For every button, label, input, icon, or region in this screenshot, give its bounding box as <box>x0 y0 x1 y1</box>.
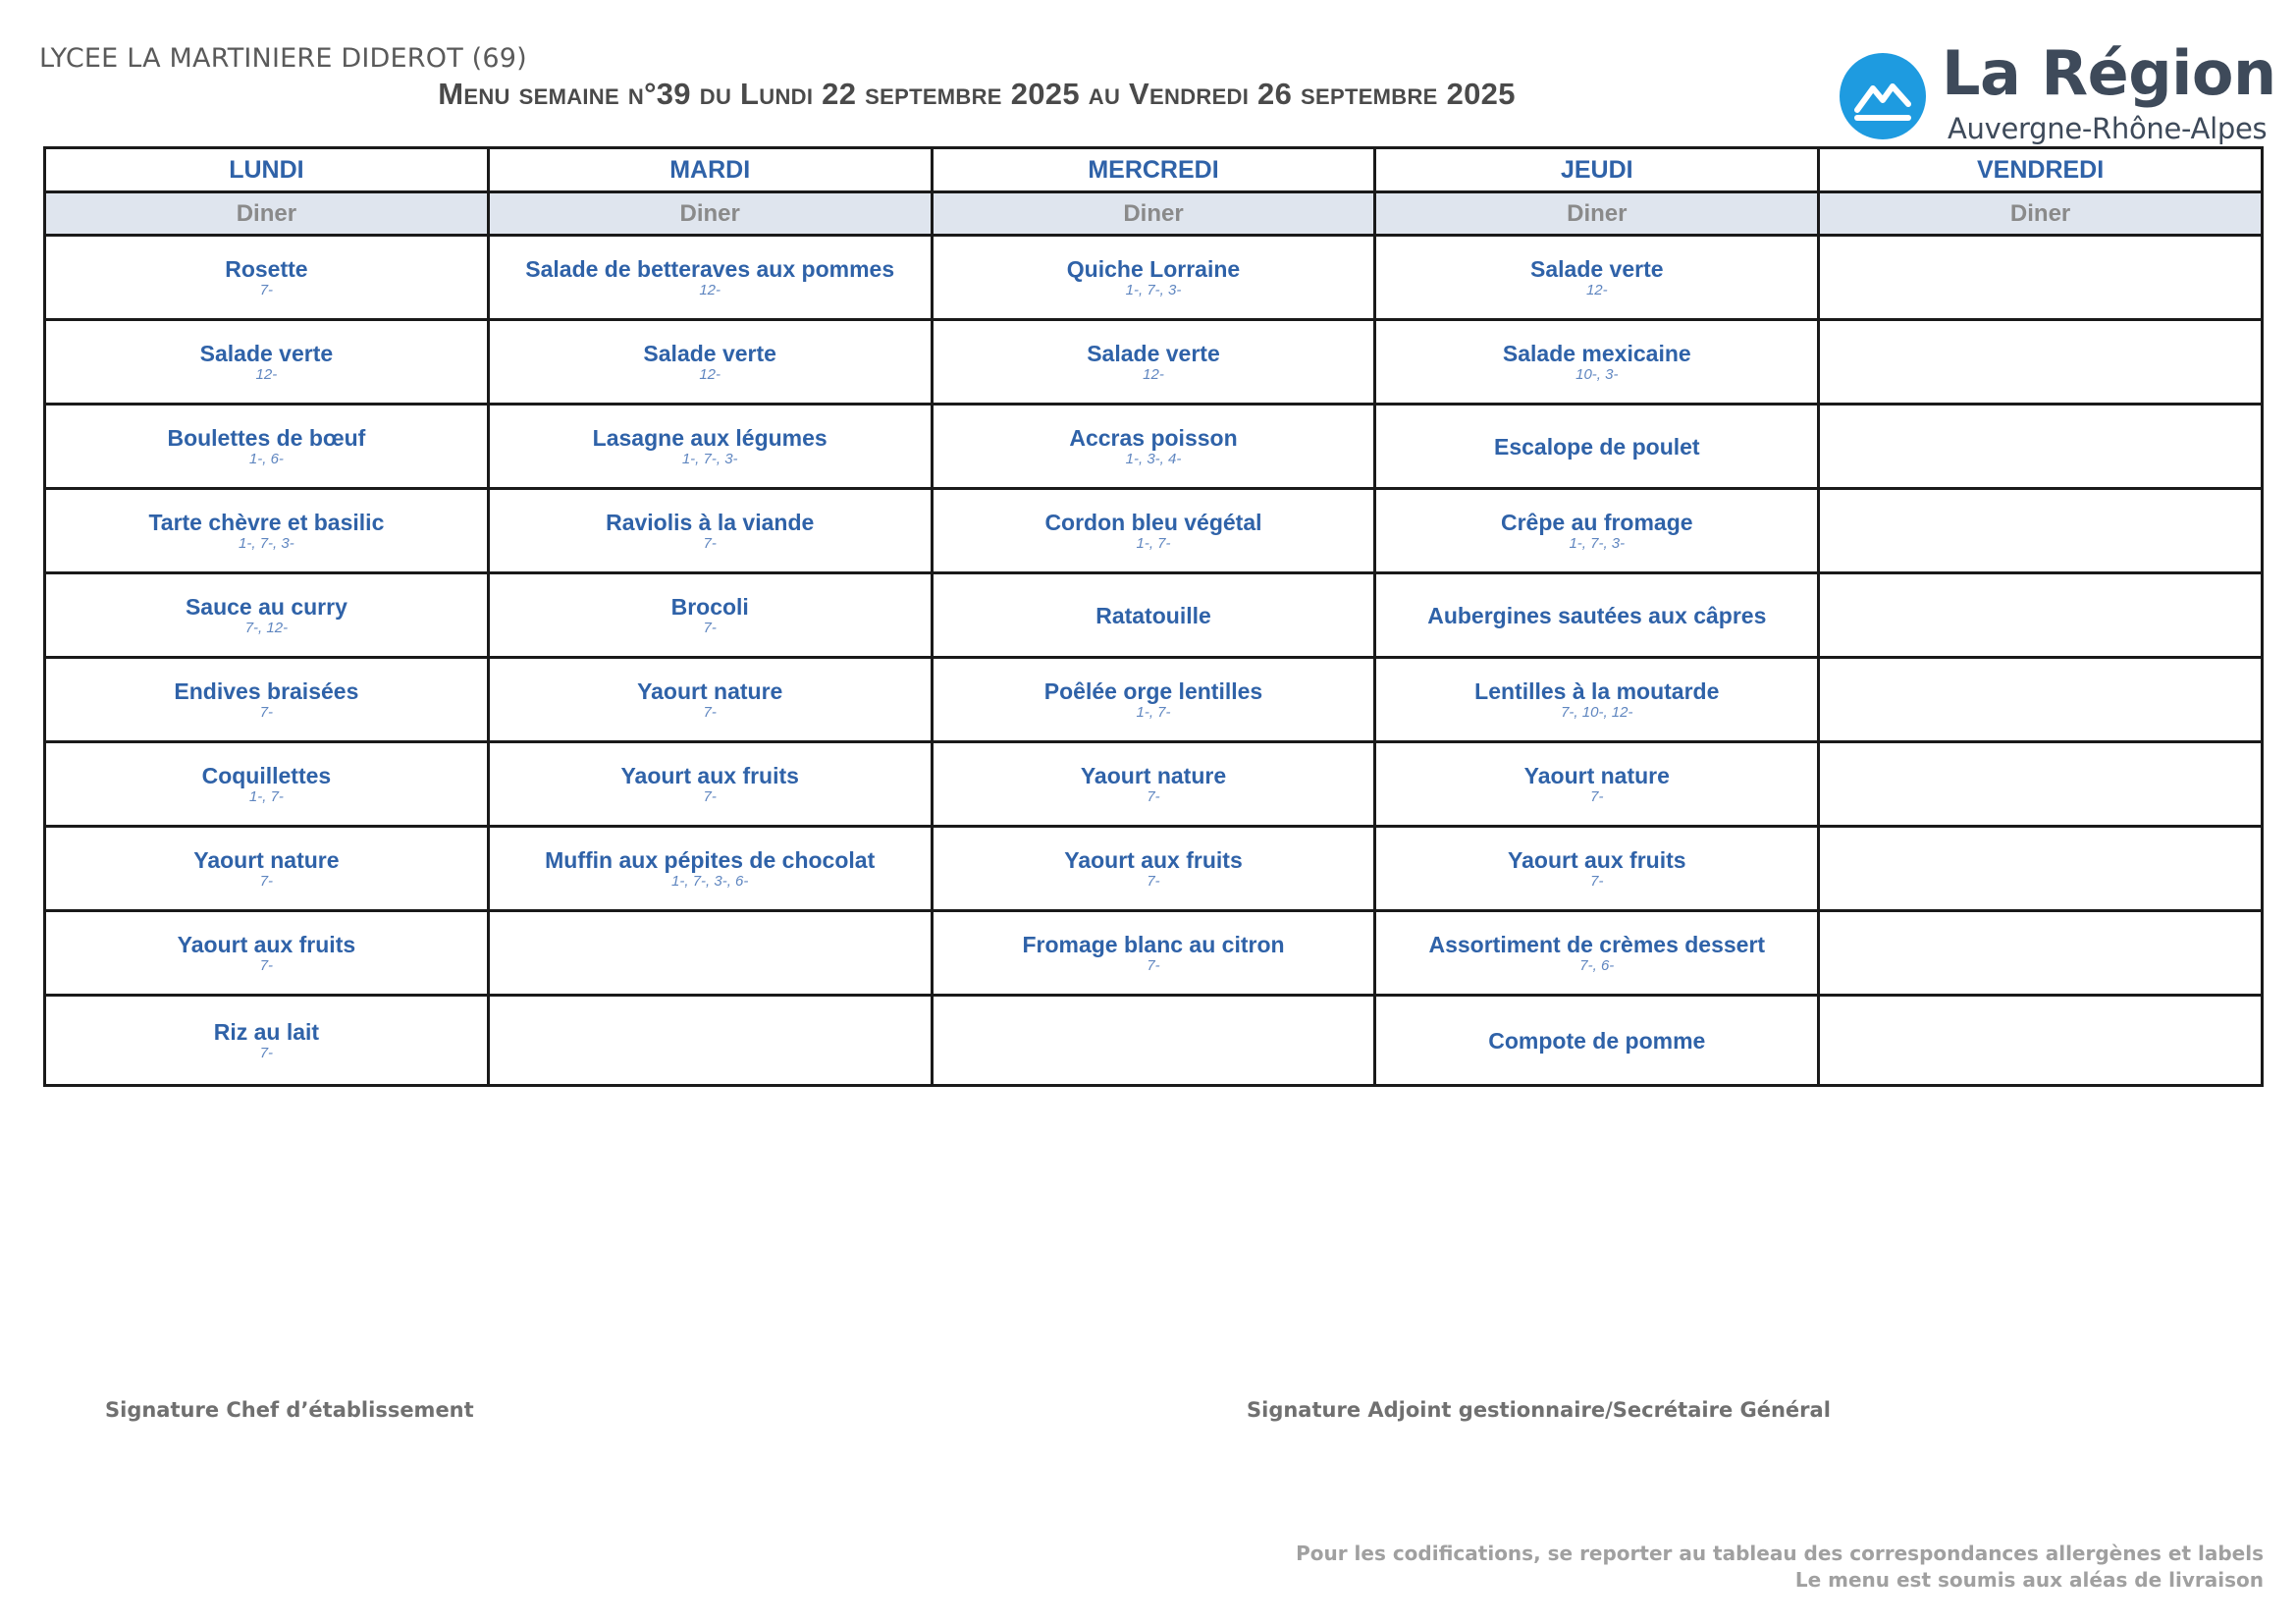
allergen-codes: 7-, 10-, 12- <box>1561 703 1633 721</box>
day-header-jeudi: JEUDI <box>1375 148 1819 192</box>
menu-cell <box>1819 320 2263 405</box>
dish-name: Yaourt nature <box>1080 762 1227 788</box>
dish-name: Accras poisson <box>1069 424 1238 451</box>
menu-cell <box>1819 996 2263 1086</box>
allergen-codes: 1-, 6- <box>248 450 284 467</box>
allergen-codes: 1-, 7-, 3- <box>239 534 294 552</box>
menu-cell <box>45 573 489 658</box>
day-header-lundi: LUNDI <box>45 148 489 192</box>
signature-chef: Signature Chef d’établissement <box>105 1398 474 1422</box>
menu-cell <box>932 996 1375 1086</box>
allergen-codes: 7- <box>1590 872 1604 890</box>
menu-cell <box>932 405 1375 489</box>
table-row <box>45 742 2263 827</box>
allergen-codes: 12- <box>1585 281 1608 298</box>
menu-cell <box>1819 489 2263 573</box>
menu-cell <box>1375 742 1819 827</box>
school-name: LYCEE LA MARTINIERE DIDEROT (69) <box>39 43 527 74</box>
dish-name: Compote de pomme <box>1488 1027 1706 1054</box>
allergen-codes: 7- <box>259 703 274 721</box>
delivery-note: Le menu est soumis aux aléas de livraison <box>1794 1568 2264 1592</box>
dish-name: Coquillettes <box>201 762 332 788</box>
dish-name: Tarte chèvre et basilic <box>148 509 385 535</box>
menu-cell <box>1819 911 2263 996</box>
dish-name: Ratatouille <box>1095 602 1211 628</box>
menu-cell <box>1375 320 1819 405</box>
menu-cell <box>1375 236 1819 320</box>
dish-name: Endives braisées <box>174 677 359 704</box>
meal-label: Diner <box>45 192 489 236</box>
allergen-codes: 12- <box>1143 365 1164 383</box>
dish-name: Yaourt aux fruits <box>1508 846 1686 873</box>
logo-name: La Région <box>1942 37 2276 109</box>
menu-cell <box>1819 827 2263 911</box>
meal-label: Diner <box>488 192 932 236</box>
menu-cell <box>488 489 932 573</box>
dish-name: Salade mexicaine <box>1502 340 1691 366</box>
allergen-codes: 12- <box>699 365 721 383</box>
menu-cell <box>932 827 1375 911</box>
menu-cell <box>45 236 489 320</box>
menu-cell <box>488 658 932 742</box>
menu-cell <box>488 320 932 405</box>
meal-label: Diner <box>1375 192 1819 236</box>
allergen-codes: 7- <box>259 281 274 298</box>
dish-name: Crêpe au fromage <box>1501 509 1693 535</box>
dish-name: Salade de betteraves aux pommes <box>525 255 895 282</box>
menu-cell <box>45 996 489 1086</box>
menu-cell <box>488 236 932 320</box>
allergen-codes: 7-, 12- <box>244 619 289 636</box>
mountain-icon <box>1840 53 1926 139</box>
menu-cell <box>1375 405 1819 489</box>
allergen-codes: 7- <box>1147 956 1160 974</box>
allergen-codes: 1-, 7-, 3- <box>681 450 738 467</box>
menu-cell <box>932 658 1375 742</box>
menu-cell <box>932 489 1375 573</box>
day-header-vendredi: VENDREDI <box>1819 148 2263 192</box>
dish-name: Salade verte <box>643 340 776 366</box>
dish-name: Salade verte <box>1530 255 1664 282</box>
dish-name: Salade verte <box>1087 340 1220 366</box>
allergen-codes: 7- <box>1147 872 1160 890</box>
allergen-codes: 1-, 7-, 3-, 6- <box>671 872 749 890</box>
allergen-codes: 7- <box>259 872 274 890</box>
allergen-codes: 1-, 7- <box>1136 534 1171 552</box>
allergen-codes: 7-, 6- <box>1579 956 1615 974</box>
dish-name: Yaourt nature <box>637 677 783 704</box>
menu-cell <box>1819 742 2263 827</box>
dish-name: Brocoli <box>670 593 749 620</box>
dish-name: Assortiment de crèmes dessert <box>1428 931 1766 957</box>
menu-cell <box>1375 489 1819 573</box>
menu-cell <box>1375 573 1819 658</box>
allergen-codes: 7- <box>703 787 717 805</box>
dish-name: Riz au lait <box>213 1018 320 1045</box>
allergen-codes: 7- <box>703 619 717 636</box>
meal-label: Diner <box>1819 192 2263 236</box>
day-header-mercredi: MERCREDI <box>932 148 1375 192</box>
dish-name: Rosette <box>225 255 308 282</box>
menu-cell <box>1375 658 1819 742</box>
menu-cell <box>488 742 932 827</box>
menu-table <box>43 146 2264 1087</box>
dish-name: Cordon bleu végétal <box>1044 509 1262 535</box>
menu-cell <box>932 742 1375 827</box>
allergen-codes: 7- <box>259 956 274 974</box>
allergen-codes: 7- <box>703 703 717 721</box>
signature-adjoint: Signature Adjoint gestionnaire/Secrétaire Général <box>1247 1398 1831 1422</box>
menu-cell <box>45 911 489 996</box>
menu-cell <box>45 658 489 742</box>
allergen-codes: 1-, 7- <box>1136 703 1171 721</box>
allergen-codes: 7- <box>703 534 717 552</box>
logo-subtitle: Auvergne-Rhône-Alpes <box>1948 112 2268 145</box>
menu-cell <box>45 320 489 405</box>
menu-cell <box>488 827 932 911</box>
table-row <box>45 996 2263 1086</box>
day-header-mardi: MARDI <box>488 148 932 192</box>
allergen-codes: 1-, 7-, 3- <box>1125 281 1182 298</box>
dish-name: Poêlée orge lentilles <box>1043 677 1263 704</box>
table-row <box>45 405 2263 489</box>
meal-header-row <box>45 192 2263 236</box>
table-row <box>45 911 2263 996</box>
menu-cell <box>1819 658 2263 742</box>
allergen-codes: 10-, 3- <box>1575 365 1619 383</box>
table-row <box>45 658 2263 742</box>
menu-cell <box>1819 236 2263 320</box>
allergen-note: Pour les codifications, se reporter au tableau des correspondances allergènes et labels <box>1296 1542 2264 1565</box>
dish-name: Lasagne aux légumes <box>592 424 828 451</box>
table-row <box>45 236 2263 320</box>
menu-cell <box>932 320 1375 405</box>
dish-name: Salade verte <box>199 340 334 366</box>
menu-cell <box>1375 827 1819 911</box>
dish-name: Yaourt aux fruits <box>177 931 356 957</box>
dish-name: Raviolis à la viande <box>606 509 815 535</box>
menu-cell <box>45 827 489 911</box>
dish-name: Yaourt aux fruits <box>1064 846 1243 873</box>
menu-cell <box>1375 911 1819 996</box>
table-row <box>45 489 2263 573</box>
dish-name: Sauce au curry <box>185 593 347 620</box>
allergen-codes: 1-, 7- <box>248 787 284 805</box>
menu-cell <box>45 405 489 489</box>
menu-cell <box>932 911 1375 996</box>
dish-name: Fromage blanc au citron <box>1022 931 1285 957</box>
dish-name: Yaourt nature <box>1523 762 1670 788</box>
menu-cell <box>1375 996 1819 1086</box>
dish-name: Lentilles à la moutarde <box>1474 677 1720 704</box>
menu-cell <box>45 489 489 573</box>
menu-cell <box>932 573 1375 658</box>
menu-cell <box>932 236 1375 320</box>
allergen-codes: 7- <box>1590 787 1604 805</box>
allergen-codes: 12- <box>255 365 278 383</box>
table-row <box>45 827 2263 911</box>
dish-name: Boulettes de bœuf <box>167 424 366 451</box>
menu-cell <box>488 996 932 1086</box>
menu-cell <box>45 742 489 827</box>
region-logo <box>1840 37 2276 149</box>
page-title: Menu semaine n°39 du Lundi 22 septembre 2025 au Vendredi 26 septembre 2025 <box>438 77 1516 111</box>
table-row <box>45 573 2263 658</box>
menu-cell <box>1819 405 2263 489</box>
allergen-codes: 7- <box>259 1044 274 1061</box>
allergen-codes: 1-, 3-, 4- <box>1125 450 1182 467</box>
allergen-codes: 12- <box>699 281 721 298</box>
allergen-codes: 7- <box>1147 787 1160 805</box>
dish-name: Quiche Lorraine <box>1066 255 1241 282</box>
meal-label: Diner <box>932 192 1375 236</box>
dish-name: Muffin aux pépites de chocolat <box>545 846 876 873</box>
dish-name: Yaourt aux fruits <box>620 762 799 788</box>
menu-cell <box>1819 573 2263 658</box>
days-header-row <box>45 148 2263 192</box>
allergen-codes: 1-, 7-, 3- <box>1569 534 1626 552</box>
dish-name: Aubergines sautées aux câpres <box>1427 602 1767 628</box>
menu-cell <box>488 405 932 489</box>
dish-name: Escalope de poulet <box>1493 433 1700 460</box>
table-row <box>45 320 2263 405</box>
dish-name: Yaourt nature <box>193 846 340 873</box>
menu-cell <box>488 573 932 658</box>
menu-cell <box>488 911 932 996</box>
